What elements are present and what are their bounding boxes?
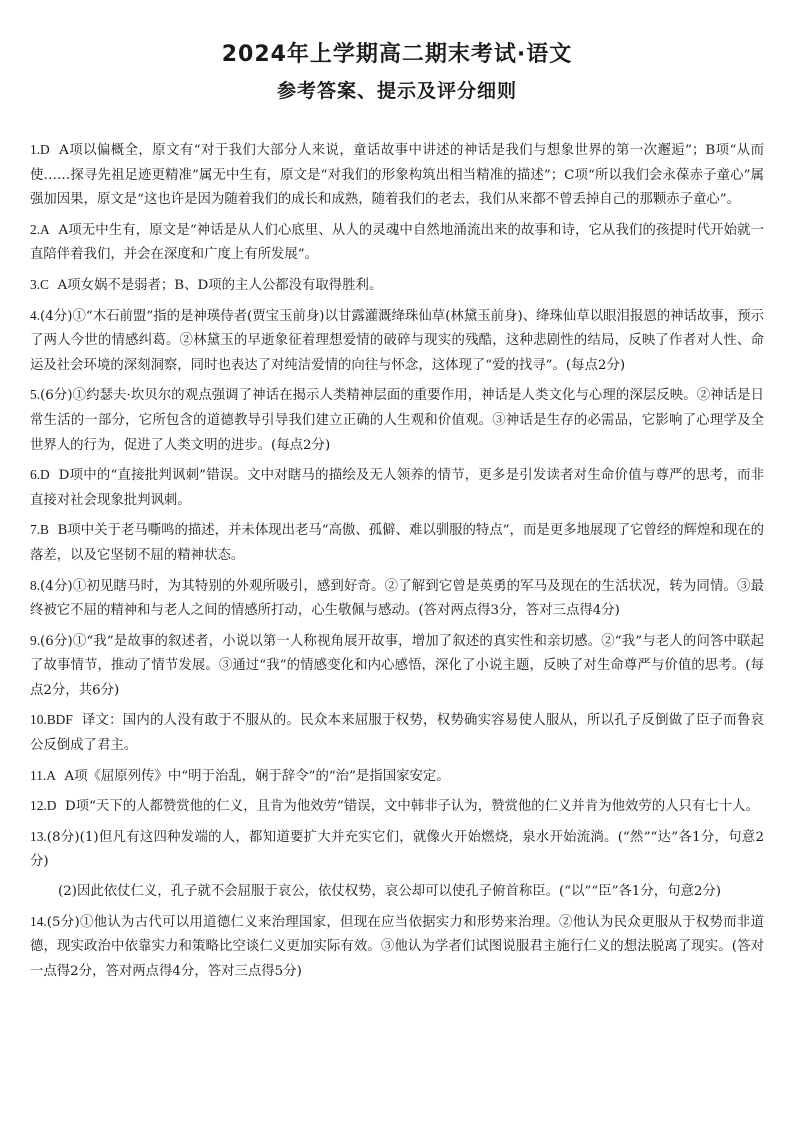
answer-text: B项中关于老马嘶鸣的描述，并未体现出老马“高傲、孤僻、难以驯服的特点”，而是更多地展现了它曾经的辉煌和现在的落差，以及它坚韧不屈的精神状态。 [30, 523, 764, 563]
answer-item-8 [30, 574, 764, 624]
answer-number: 9. [30, 632, 41, 648]
answer-text: (6分)①“我”是故事的叙述者，小说以第一人称视角展开故事，增加了叙述的真实性和亲切感。②“我”与老人的问答中联起了故事情节，推动了情节发展。③通过“我”的情感变化和内心感悟，深化了小说主题，反映了对生命尊严与价值的思考。(每点2分，共6分) [30, 633, 764, 698]
answer-item-3 [30, 273, 764, 299]
answer-number: 7.B [30, 522, 49, 538]
answer-text: A项《屈原列传》中“明于治乱，娴于辞令”的“治”是指国家安定。 [64, 768, 450, 784]
answer-number: 4. [30, 307, 41, 323]
answer-item-11 [30, 764, 764, 790]
answer-number: 1.D [30, 142, 50, 157]
page-subtitle: 参考答案、提示及评分细则 [276, 80, 517, 102]
answer-text: D项“天下的人都赞赏他的仁义，且肯为他效劳”错误，文中韩非子认为，赞赏他的仁义并肯为他效劳的人只有七十人。 [64, 799, 759, 815]
answer-text: (4分)①初见瞎马时，为其特别的外观所吸引，感到好奇。②了解到它曾是英勇的军马及现在的生活状况，转为同情。③最终被它不屈的精神和与老人之间的情感所打动，心生敬佩与感动。(答对两点得3分，答对三点得4分) [30, 578, 764, 619]
answer-item-13-part-2 [30, 880, 764, 905]
answer-text: A项以偏概全，原文有“对于我们大部分人来说，童话故事中讲述的神话是我们与想象世界的第一次邂逅”；B项“从而使……探寻先祖足迹更精准”属无中生有，原文是“对我们的形象构筑出相当精准的描述”；C项“所以我们会永葆赤子童心”属强加因果，原文是“这也许是因为随着我们的成长和成熟，随着我们的老去，我们从来都不曾丢掉自己的那颗赤子童心”。 [30, 143, 765, 208]
answer-item-5 [30, 383, 764, 458]
answer-number: 10.BDF [30, 712, 73, 728]
answer-number: 5. [30, 387, 41, 403]
answer-number: 11.A [30, 767, 56, 783]
answer-number: 14. [30, 913, 47, 929]
answer-text: A项女娲不是弱者；B、D项的主人公都没有取得胜利。 [57, 277, 383, 293]
answer-text: (5分)①他认为古代可以用道德仁义来治理国家，但现在应当依据实力和形势来治理。②他认为民众更服从于权势而非道德，现实政治中依靠实力和策略比空谈仁义更加实际有效。③他认为学者们试图说服君主施行仁义的想法脱离了现实。(答对一点得2分，答对两点得4分，答对三点得5分) [30, 914, 764, 979]
answer-number: 2.A [30, 221, 50, 237]
page-title: 2024年上学期高二期末考试·语文 [221, 42, 573, 67]
answer-text: (4分)①“木石前盟”指的是神瑛侍者(贾宝玉前身)以甘露灌溉绛珠仙草(林黛玉前身)、绛珠仙草以眼泪报恩的神话故事，预示了两人今世的情感纠葛。②林黛玉的早逝象征着理想爱情的破碎与现实的残酷，这种悲剧性的结局，反映了作者对人性、命运及社会环境的深刻洞察，同时也表达了对纯洁爱情的向往与怀念，这体现了“爱的找寻”。(每点2分) [30, 308, 764, 373]
answer-item-12 [30, 794, 764, 820]
answer-number: 6.D [30, 467, 50, 483]
answer-item-4 [30, 304, 764, 379]
answer-number: 13. [30, 828, 47, 844]
answer-text: 译文：国内的人没有敢于不服从的。民众本来屈服于权势，权势确实容易使人服从，所以孔子反倒做了臣子而鲁哀公反倒成了君主。 [30, 713, 764, 754]
answer-list [30, 138, 764, 984]
answer-item-1 [30, 138, 764, 213]
answer-item-9 [30, 629, 764, 704]
answer-text: D项中的“直接批判讽刺”错误。文中对瞎马的描绘及无人领养的情节，更多是引发读者对生命价值与尊严的思考，而非直接对社会现象批判讽刺。 [30, 468, 764, 508]
answer-text: (6分)①约瑟夫·坎贝尔的观点强调了神话在揭示人类精神层面的重要作用，神话是人类文化与心理的深层反映。②神话是日常生活的一部分，它所包含的道德教导引导我们建立正确的人生观和价值观。③神话是生存的必需品，它影响了心理学及全世界人的行为，促进了人类文明的进步。(每点2分) [30, 388, 764, 453]
answer-item-14 [30, 910, 764, 985]
answer-item-6 [30, 463, 764, 513]
answer-text: (2)因此依仗仁义，孔子就不会屈服于哀公，依仗权势，哀公却可以使孔子俯首称臣。(“以”“臣”各1分，句意2分) [58, 884, 722, 900]
answer-text: (8分)(1)但凡有这四种发端的人，都知道要扩大并充实它们，就像火开始燃烧，泉水开始流淌。(“然”“达”各1分，句意2分) [30, 829, 764, 870]
answer-item-13 [30, 825, 764, 875]
answer-item-10 [30, 708, 764, 758]
answer-text: A项无中生有，原文是“神话是从人们心底里、从人的灵魂中自然地涌流出来的故事和诗，它从我们的孩提时代开始就一直陪伴着我们，并会在深度和广度上有所发展”。 [30, 222, 764, 263]
answer-item-2 [30, 218, 764, 268]
answer-number: 8. [30, 577, 41, 593]
answer-number: 3.C [30, 276, 49, 292]
answer-item-7 [30, 518, 764, 568]
answer-number: 12.D [30, 798, 57, 814]
